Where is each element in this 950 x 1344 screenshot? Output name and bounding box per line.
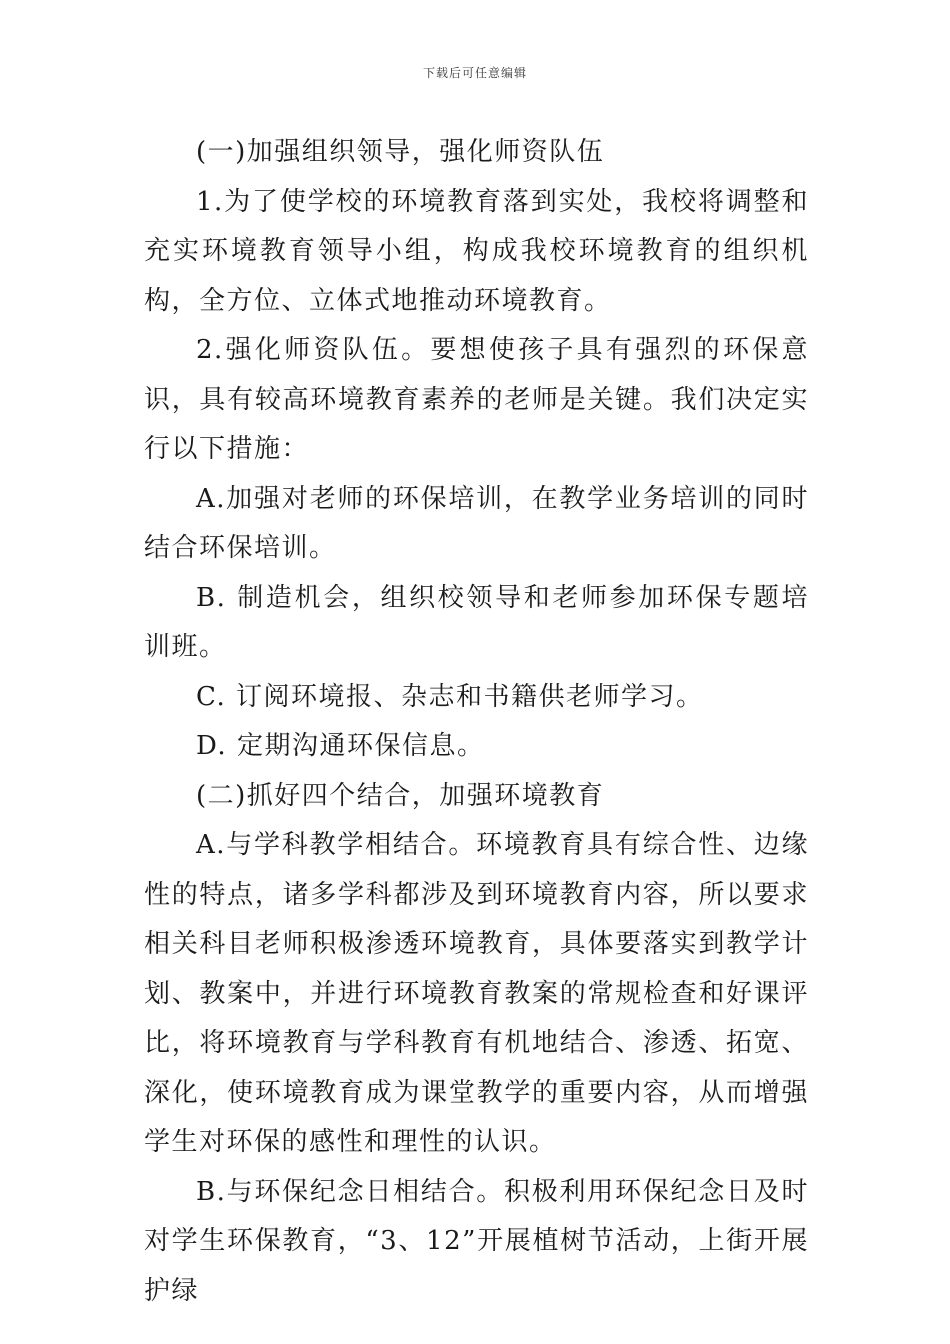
paragraph-3: A.与学科教学相结合。环境教育具有综合性、边缘性的特点，诸多学科都涉及到环境教育内容，所以要求相关科目老师积极渗透环境教育，具体要落实到教学计划、教案中，并进行环境教育教案的常规检查和好课评比，将环境教育与学科教育有机地结合、渗透、拓宽、深化，使环境教育成为课堂教学的重要内容，从而增强学生对环保的感性和理性的认识。 — [144, 830, 809, 1157]
section-heading-2: (二)抓好四个结合，加强环境教育 — [196, 780, 605, 811]
header-note: 下载后可任意编辑 — [422, 66, 527, 80]
list-item-a: A.加强对老师的环保培训，在教学业务培训的同时结合环保培训。 — [144, 483, 809, 563]
paragraph-2: 2.强化师资队伍。要想使孩子具有强烈的环保意识，具有较高环境教育素养的老师是关键。我们决定实行以下措施： — [144, 335, 809, 464]
section-heading-1: (一)加强组织领导，强化师资队伍 — [196, 137, 605, 167]
paragraph-1: 1.为了使学校的环境教育落到实处，我校将调整和充实环境教育领导小组，构成我校环境教育的组织机构，全方位、立体式地推动环境教育。 — [144, 186, 809, 316]
list-item-c: C. 订阅环境报、杂志和书籍供老师学习。 — [196, 681, 704, 712]
document-body — [144, 128, 809, 1316]
list-item-b: B. 制造机会，组织校领导和老师参加环保专题培训班。 — [144, 582, 809, 662]
list-item-d: D. 定期沟通环保信息。 — [196, 731, 485, 761]
paragraph-4: B.与环保纪念日相结合。积极利用环保纪念日及时对学生环保教育，“3、12”开展植树节活动，上街开展护绿 — [144, 1176, 809, 1306]
